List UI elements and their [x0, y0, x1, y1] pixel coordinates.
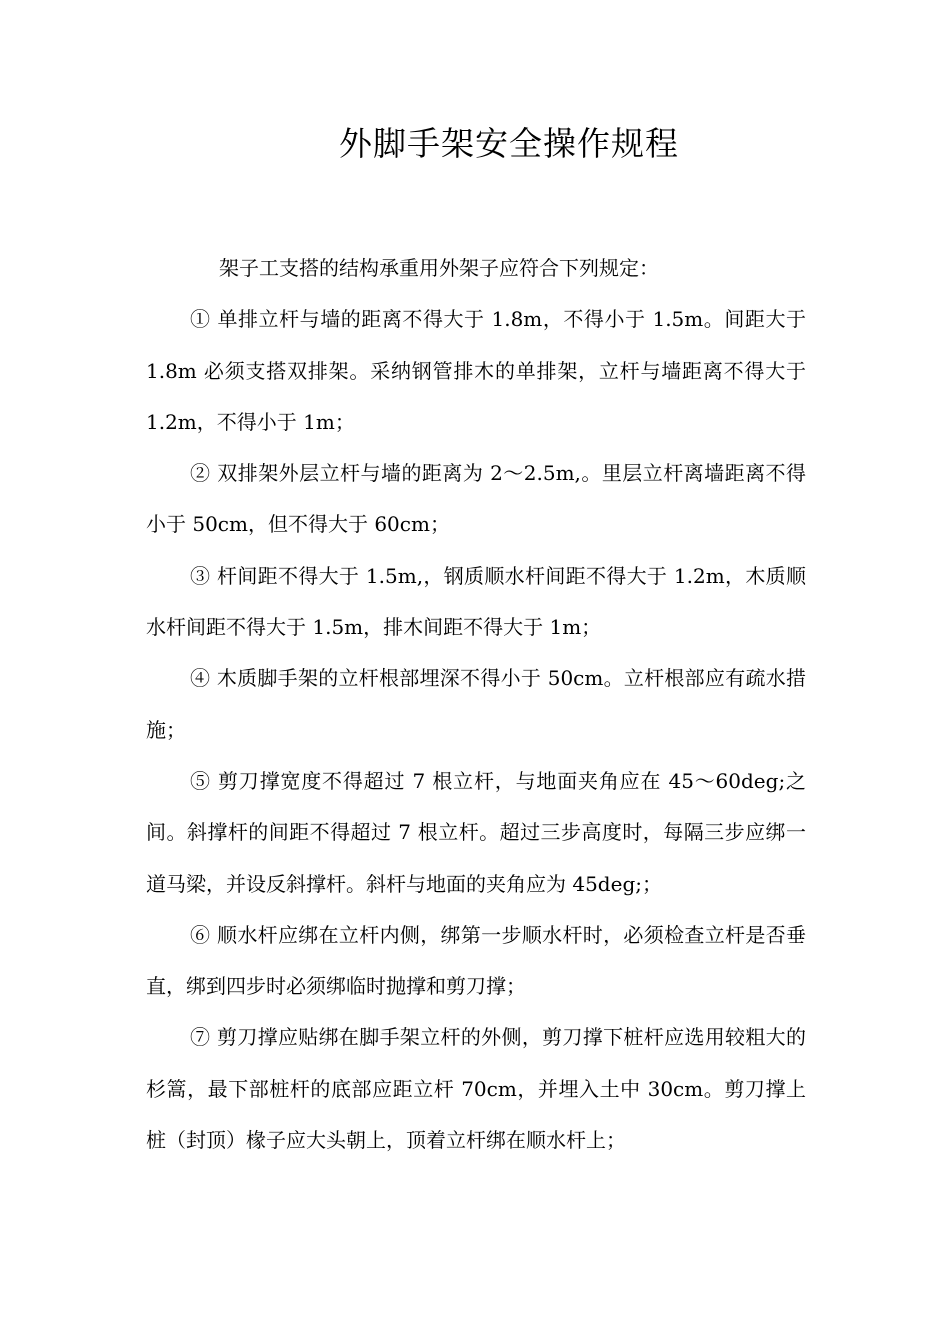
rule-item-4: ④ 木质脚手架的立杆根部埋深不得小于 50cm。立杆根部应有疏水措施；	[146, 666, 806, 742]
rule-item-1: ① 单排立杆与墙的距离不得大于 1.8m，不得小于 1.5m。间距大于 1.8m 必须支搭双排架。采纳钢管排木的单排架，立杆与墙距离不得大于 1.2m，不得小于 1m；	[146, 307, 806, 434]
intro-paragraph: 架子工支搭的结构承重用外架子应符合下列规定：	[219, 256, 659, 280]
rule-item-6: ⑥ 顺水杆应绑在立杆内侧，绑第一步顺水杆时，必须检查立杆是否垂直，绑到四步时必须绑临时抛撑和剪刀撑；	[146, 922, 806, 999]
rule-item-2: ② 双排架外层立杆与墙的距离为 2～2.5m,。里层立杆离墙距离不得小于 50cm，但不得大于 60cm；	[146, 461, 806, 537]
rule-item-7: ⑦ 剪刀撑应贴绑在脚手架立杆的外侧，剪刀撑下桩杆应选用较粗大的杉篙，最下部桩杆的底部应距立杆 70cm，并埋入土中 30cm。剪刀撑上桩（封顶）椽子应大头朝上，顶着立杆绑在顺水杆上；	[146, 1025, 806, 1153]
document-body	[146, 243, 806, 1166]
document-title: 外脚手架安全操作规程	[339, 124, 679, 163]
rule-item-3: ③ 杆间距不得大于 1.5m,，钢质顺水杆间距不得大于 1.2m，木质顺水杆间距不得大于 1.5m，排木间距不得大于 1m；	[146, 563, 806, 640]
rule-item-5: ⑤ 剪刀撑宽度不得超过 7 根立杆，与地面夹角应在 45～60deg;之间。斜撑杆的间距不得超过 7 根立杆。超过三步高度时，每隔三步应绑一道马梁，并设反斜撑杆。斜杆与地面的夹角应为 45deg;；	[146, 768, 806, 896]
